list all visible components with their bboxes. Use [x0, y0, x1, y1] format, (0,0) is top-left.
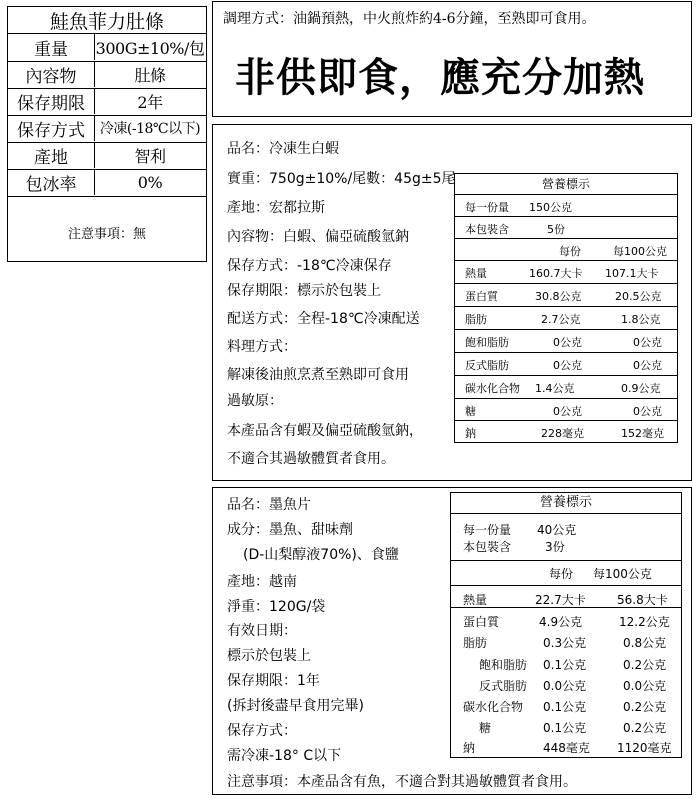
nutrient-per100: 0.2公克 [623, 700, 667, 714]
spec-value: 冷凍(-18℃以下) [99, 121, 201, 137]
package-label: 本包裝含 [465, 223, 509, 236]
product-line: 品名：墨魚片 [227, 497, 311, 513]
spec-key: 內容物 [8, 61, 95, 87]
nutrient-row [455, 421, 677, 442]
nutrient-per: 0.1公克 [543, 658, 587, 672]
nutrient-name: 碳水化合物 [465, 382, 520, 395]
nutrient-per: 22.7大卡 [535, 593, 586, 607]
product-line: 本產品含有蝦及偏亞硫酸氫鈉， [227, 423, 423, 439]
nutrient-name: 脂肪 [463, 636, 488, 650]
nutrient-per: 0.0公克 [543, 679, 587, 693]
nutrient-name: 飽和脂肪 [465, 336, 509, 349]
nutrient-per100: 56.8大卡 [617, 593, 668, 607]
product-line: 有效日期： [227, 623, 297, 639]
package-label: 本包裝含 [463, 540, 512, 554]
product-line: 產地：宏都拉斯 [227, 200, 325, 216]
serving-label: 每一份量 [465, 201, 509, 214]
product-caution: 注意事項：本產品含有魚，不適合對其過敏體質者食用。 [227, 774, 577, 790]
spec-title: 鮭魚菲力肚條 [8, 7, 206, 34]
spec-row-shelf-life [8, 88, 206, 116]
col-per-100: 每100公克 [613, 245, 667, 258]
cooking-banner [212, 1, 692, 117]
nutrient-per100: 107.1大卡 [605, 267, 659, 280]
nutrient-name: 熱量 [465, 267, 487, 280]
nutrient-name: 糖 [479, 721, 492, 735]
nutrient-name: 飽和脂肪 [479, 658, 528, 672]
spec-key: 重量 [8, 34, 95, 60]
serving-value: 40公克 [537, 523, 577, 537]
product-line: 成分：墨魚、甜味劑 [227, 522, 353, 538]
product-line: 配送方式：全程-18℃冷凍配送 [227, 311, 420, 327]
spec-value: 0% [137, 172, 163, 192]
nutrient-per100: 0公克 [633, 359, 662, 372]
nutrient-name: 糖 [465, 405, 476, 418]
nutrient-name: 脂肪 [465, 313, 487, 326]
package-value: 3份 [545, 540, 565, 554]
nutrient-per: 228毫克 [541, 427, 584, 440]
nutrition-title: 營養標示 [451, 493, 681, 514]
nutrient-per: 0公克 [553, 336, 582, 349]
nutrient-per: 0.1公克 [543, 700, 587, 714]
serving-value: 150公克 [529, 201, 572, 214]
heating-warning: 非供即食，應充分加熱 [235, 54, 645, 101]
nutrient-per: 30.8公克 [535, 290, 582, 303]
nutrient-per: 0公克 [553, 405, 582, 418]
nutrient-row [455, 261, 677, 284]
nutrient-per100: 0.9公克 [621, 382, 661, 395]
nutrient-name: 蛋白質 [463, 615, 500, 629]
spec-value: 智利 [134, 146, 166, 166]
nutrient-name: 鈉 [465, 427, 476, 440]
product-line: (D-山梨醇液70%)、食鹽 [243, 547, 399, 563]
col-per-100: 每100公克 [593, 567, 652, 581]
nutrient-row [455, 307, 677, 330]
nutrition-title: 營養標示 [455, 174, 677, 195]
package-row [455, 217, 677, 239]
nutrient-per100: 0.2公克 [623, 658, 667, 672]
serving-label: 每一份量 [463, 523, 512, 537]
nutrient-name: 反式脂肪 [465, 359, 509, 372]
spec-row-weight [8, 34, 206, 62]
product-line: 產地：越南 [227, 574, 297, 590]
product-line: 標示於包裝上 [227, 648, 311, 664]
product-line: 過敏原： [227, 393, 283, 409]
divider [451, 585, 681, 586]
spec-key: 包冰率 [8, 169, 95, 195]
column-header-row [455, 239, 677, 261]
nutrient-per100: 12.2公克 [619, 615, 670, 629]
nutrient-name: 反式脂肪 [479, 679, 528, 693]
product-line: 保存方式：-18℃冷凍保存 [227, 258, 392, 274]
spec-value: 肚條 [134, 65, 166, 85]
serving-row [455, 195, 677, 217]
nutrient-per: 2.7公克 [541, 313, 581, 326]
nutrient-row [455, 399, 677, 421]
nutrient-row [455, 376, 677, 399]
package-value: 5份 [547, 223, 565, 236]
product-line: 料理方式： [227, 339, 297, 355]
nutrient-per: 448毫克 [543, 741, 590, 755]
product-line: 內容物：白蝦、偏亞硫酸氫鈉 [227, 229, 409, 245]
spec-row-storage [8, 115, 206, 143]
divider [451, 560, 681, 561]
product-line: (拆封後盡早食用完畢) [227, 698, 364, 714]
spec-row-origin [8, 142, 206, 170]
nutrient-per100: 1120毫克 [617, 741, 672, 755]
spec-note: 注意事項：無 [67, 227, 146, 242]
spec-key: 保存期限 [8, 88, 95, 114]
spec-row-ice-rate [8, 169, 206, 197]
product-line: 解凍後油煎烹煮至熟即可食用 [227, 367, 409, 383]
nutrient-per: 160.7大卡 [529, 267, 583, 280]
product-line: 實重：750g±10%/尾數：45g±5尾 [227, 171, 456, 187]
nutrient-name: 碳水化合物 [463, 700, 524, 714]
product-line: 品名：冷凍生白蝦 [227, 141, 339, 157]
nutrient-per100: 0.8公克 [623, 636, 667, 650]
spec-value: 2年 [137, 92, 163, 112]
spec-table [7, 6, 207, 262]
nutrient-per100: 20.5公克 [615, 290, 662, 303]
spec-key: 保存方式 [8, 115, 95, 141]
nutrient-name: 蛋白質 [465, 290, 498, 303]
product-line: 不適合其過敏體質者食用。 [227, 451, 395, 467]
nutrient-name: 熱量 [463, 593, 488, 607]
product-line: 保存期限：1年 [227, 673, 320, 689]
spec-row-content [8, 61, 206, 89]
nutrient-row [455, 284, 677, 307]
col-per-serving: 每份 [559, 245, 581, 258]
nutrient-per100: 1.8公克 [621, 313, 661, 326]
nutrition-table-fish-slice [450, 492, 682, 758]
cooking-instructions: 調理方式：油鍋預熱，中火煎炸約4-6分鐘，至熟即可食用。 [223, 11, 596, 27]
nutrient-per100: 0公克 [633, 336, 662, 349]
nutrient-per: 1.4公克 [535, 382, 575, 395]
nutrient-row [455, 353, 677, 376]
nutrient-per100: 152毫克 [621, 427, 664, 440]
nutrient-row [455, 330, 677, 353]
product-line: 保存期限：標示於包裝上 [227, 283, 381, 299]
spec-key: 產地 [8, 142, 95, 168]
nutrient-per: 0.1公克 [543, 721, 587, 735]
nutrient-name: 納 [463, 741, 476, 755]
nutrient-per: 4.9公克 [539, 615, 583, 629]
nutrient-per100: 0.0公克 [623, 679, 667, 693]
product-line: 需冷凍-18° C以下 [227, 748, 342, 764]
divider [451, 607, 681, 608]
nutrient-per: 0公克 [553, 359, 582, 372]
product-line: 保存方式： [227, 723, 297, 739]
nutrient-per100: 0公克 [633, 405, 662, 418]
nutrition-table-shrimp [454, 173, 678, 443]
product-line: 淨重：120G/袋 [227, 599, 326, 615]
spec-value: 300G±10%/包 [95, 38, 205, 58]
nutrient-per: 0.3公克 [543, 636, 587, 650]
col-per-serving: 每份 [549, 567, 574, 581]
nutrient-per100: 0.2公克 [623, 721, 667, 735]
